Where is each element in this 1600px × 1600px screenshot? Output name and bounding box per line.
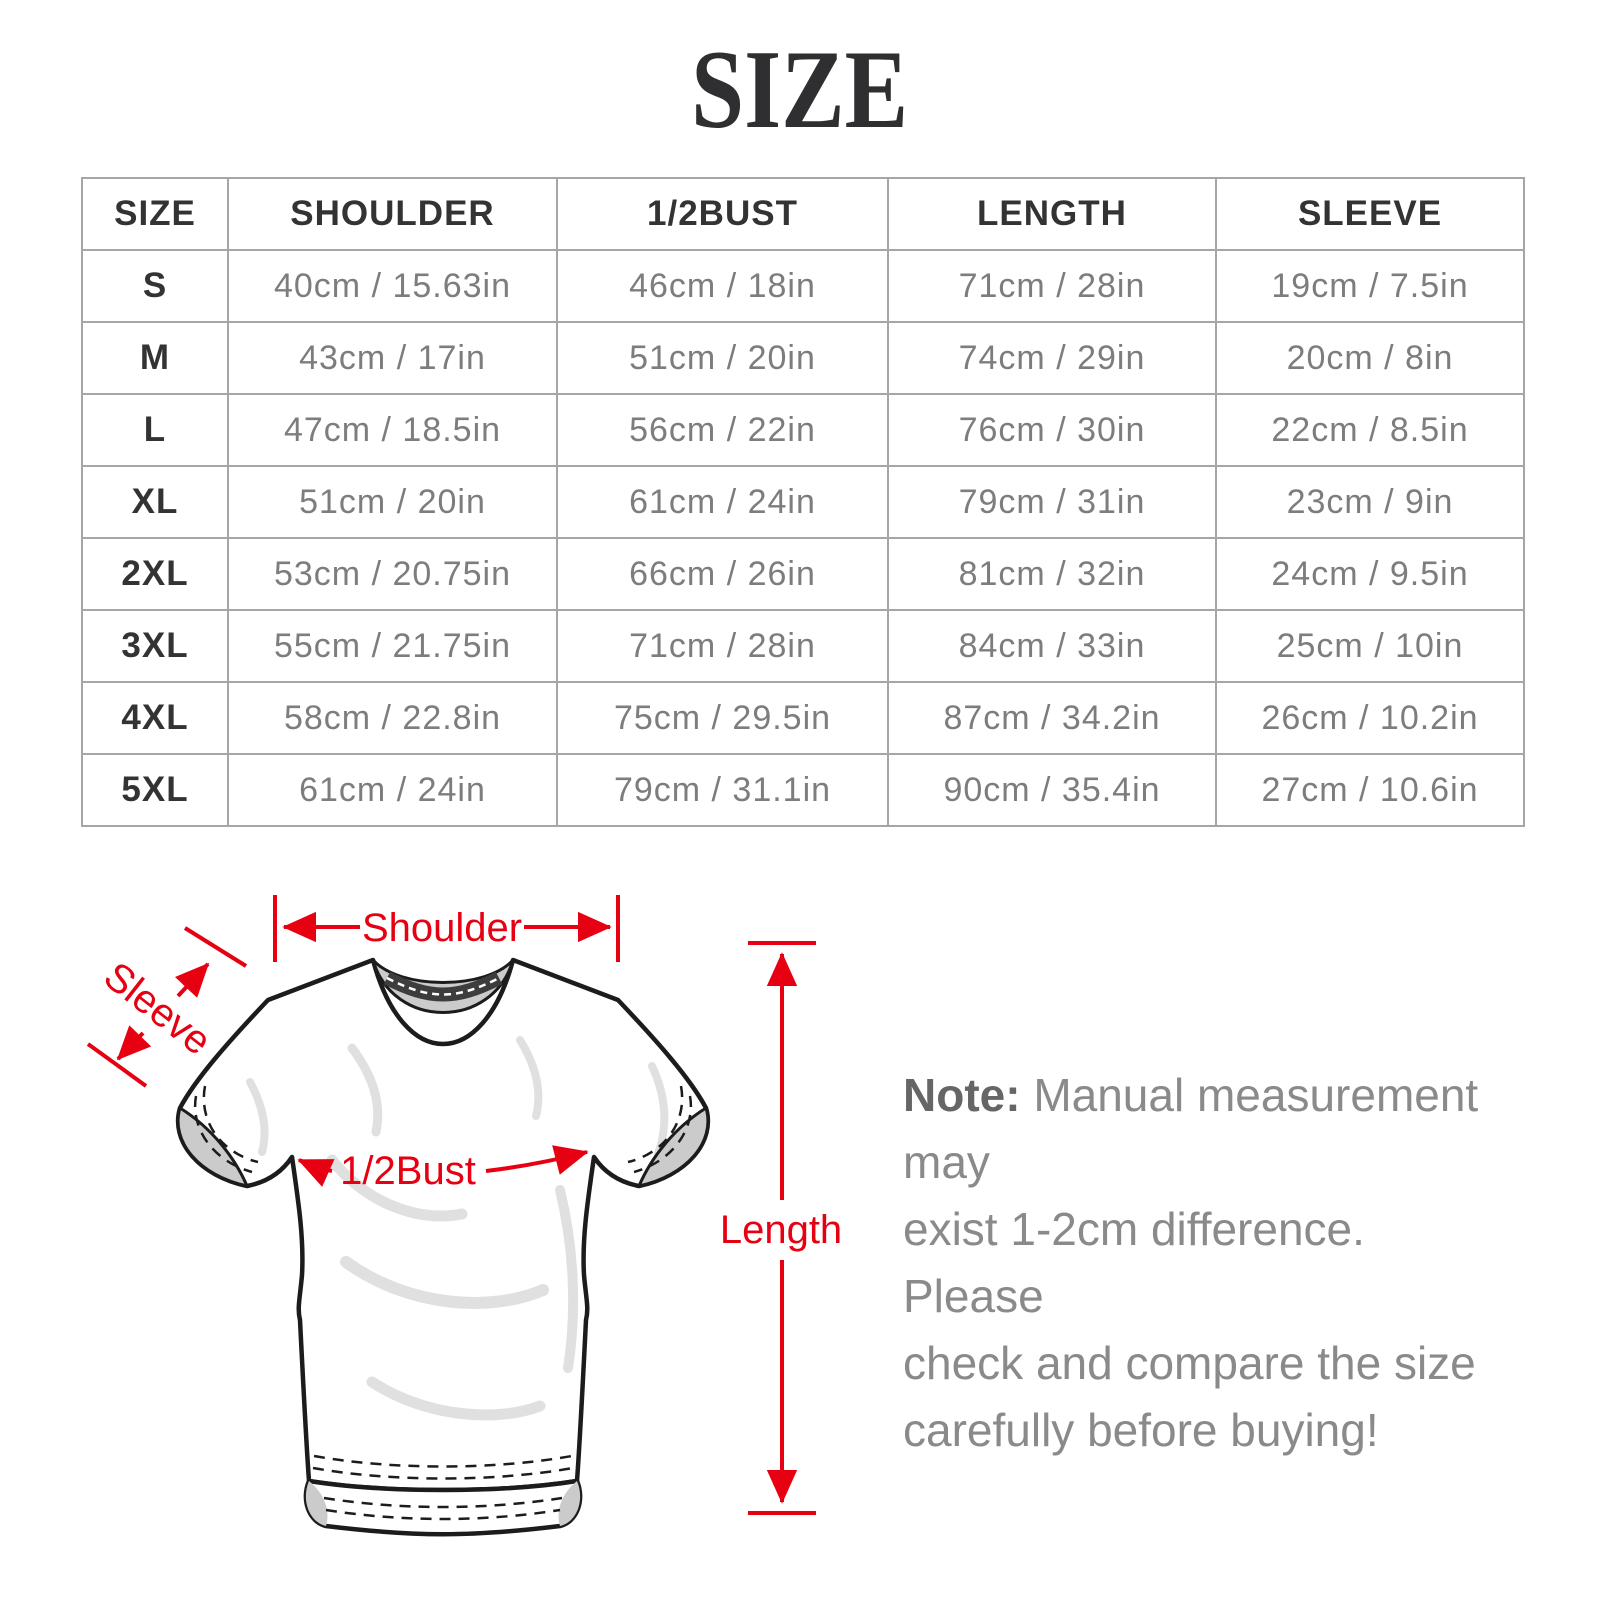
table-cell: 19cm / 7.5in: [1216, 250, 1524, 322]
table-cell: 46cm / 18in: [557, 250, 888, 322]
table-cell: 75cm / 29.5in: [557, 682, 888, 754]
column-header-length: LENGTH: [888, 178, 1216, 250]
table-cell: 24cm / 9.5in: [1216, 538, 1524, 610]
table-cell: 87cm / 34.2in: [888, 682, 1216, 754]
table-cell: 61cm / 24in: [228, 754, 557, 826]
table-cell: 76cm / 30in: [888, 394, 1216, 466]
table-cell: 53cm / 20.75in: [228, 538, 557, 610]
table-cell: 27cm / 10.6in: [1216, 754, 1524, 826]
tshirt-drawing: [178, 960, 708, 1534]
table-cell: 55cm / 21.75in: [228, 610, 557, 682]
column-header-size: SIZE: [82, 178, 228, 250]
bust-label: 1/2Bust: [340, 1149, 476, 1193]
size-label: L: [82, 394, 228, 466]
note-text: [903, 1062, 1518, 1464]
collar: [373, 960, 513, 1013]
size-label: XL: [82, 466, 228, 538]
table-cell: 23cm / 9in: [1216, 466, 1524, 538]
column-header-bust: 1/2BUST: [557, 178, 888, 250]
table-cell: 47cm / 18.5in: [228, 394, 557, 466]
size-label: 5XL: [82, 754, 228, 826]
table-cell: 20cm / 8in: [1216, 322, 1524, 394]
note-label: Note:: [903, 1069, 1021, 1121]
table-cell: 22cm / 8.5in: [1216, 394, 1524, 466]
table-cell: 81cm / 32in: [888, 538, 1216, 610]
note-line: carefully before buying!: [903, 1404, 1379, 1456]
note-line: Note: Manual measurement may: [903, 1069, 1479, 1188]
table-cell: 79cm / 31.1in: [557, 754, 888, 826]
table-cell: 74cm / 29in: [888, 322, 1216, 394]
size-label: 3XL: [82, 610, 228, 682]
length-label: Length: [719, 1208, 843, 1252]
table-cell: 71cm / 28in: [557, 610, 888, 682]
length-dimension: [720, 943, 842, 1513]
table-cell: 51cm / 20in: [557, 322, 888, 394]
table-cell: 43cm / 17in: [228, 322, 557, 394]
shoulder-label: Shoulder: [361, 906, 523, 950]
note-line: exist 1-2cm difference. Please: [903, 1203, 1365, 1322]
sleeve-label: Sleeve: [95, 953, 220, 1064]
table-cell: 58cm / 22.8in: [228, 682, 557, 754]
column-header-shoulder: SHOULDER: [228, 178, 557, 250]
table-cell: 90cm / 35.4in: [888, 754, 1216, 826]
table-cell: 26cm / 10.2in: [1216, 682, 1524, 754]
table-cell: 84cm / 33in: [888, 610, 1216, 682]
table-cell: 51cm / 20in: [228, 466, 557, 538]
size-label: 4XL: [82, 682, 228, 754]
table-cell: 25cm / 10in: [1216, 610, 1524, 682]
table-cell: 66cm / 26in: [557, 538, 888, 610]
table-cell: 61cm / 24in: [557, 466, 888, 538]
size-label: M: [82, 322, 228, 394]
size-label: S: [82, 250, 228, 322]
table-cell: 71cm / 28in: [888, 250, 1216, 322]
page-title: SIZE: [691, 28, 909, 152]
column-header-sleeve: SLEEVE: [1216, 178, 1524, 250]
size-label: 2XL: [82, 538, 228, 610]
table-cell: 40cm / 15.63in: [228, 250, 557, 322]
table-cell: 79cm / 31in: [888, 466, 1216, 538]
table-cell: 56cm / 22in: [557, 394, 888, 466]
shoulder-dimension: [275, 895, 618, 962]
note-line: check and compare the size: [903, 1337, 1476, 1389]
